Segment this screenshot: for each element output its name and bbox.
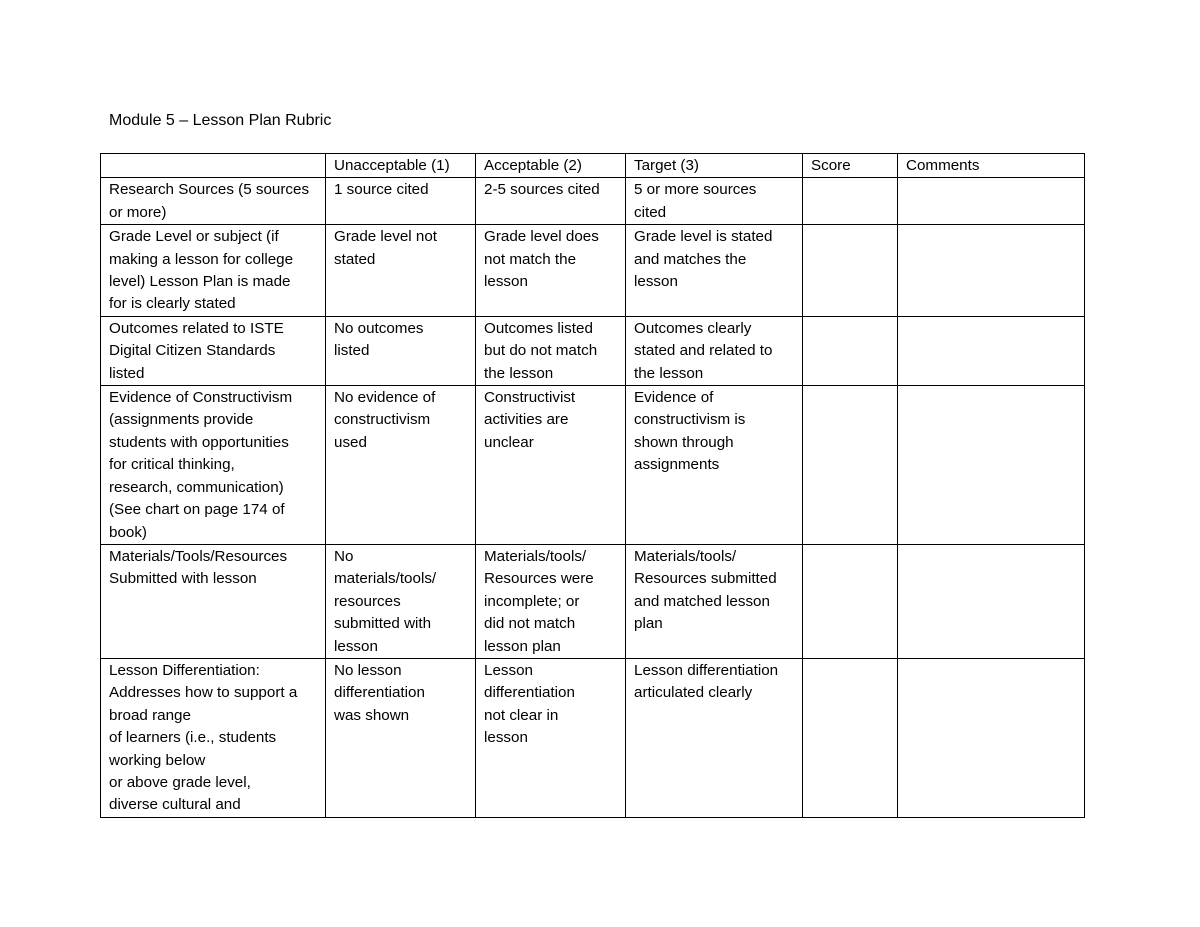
target-cell: Evidence of constructivism is shown through assignments <box>626 386 803 545</box>
header-cell-unacceptable: Unacceptable (1) <box>326 154 476 178</box>
score-cell <box>803 386 898 545</box>
acceptable-cell: Constructivist activities are unclear <box>476 386 626 545</box>
score-cell <box>803 178 898 225</box>
acceptable-cell: Grade level does not match the lesson <box>476 225 626 317</box>
target-cell: Outcomes clearly stated and related to the lesson <box>626 316 803 385</box>
comments-cell <box>898 544 1085 658</box>
header-cell-comments: Comments <box>898 154 1085 178</box>
rubric-table <box>100 153 1085 818</box>
header-cell-criterion <box>101 154 326 178</box>
target-cell: Grade level is stated and matches the lesson <box>626 225 803 317</box>
header-cell-score: Score <box>803 154 898 178</box>
table-row <box>101 386 1085 545</box>
unacceptable-cell: 1 source cited <box>326 178 476 225</box>
acceptable-cell: Lesson differentiation not clear in lesson <box>476 658 626 817</box>
page-title: Module 5 – Lesson Plan Rubric <box>109 112 332 129</box>
header-cell-acceptable: Acceptable (2) <box>476 154 626 178</box>
acceptable-cell: Materials/tools/ Resources were incomplete; or did not match lesson plan <box>476 544 626 658</box>
unacceptable-cell: No materials/tools/ resources submitted with lesson <box>326 544 476 658</box>
criterion-cell: Materials/Tools/Resources Submitted with lesson <box>101 544 326 658</box>
criterion-cell: Grade Level or subject (if making a lesson for college level) Lesson Plan is made for is clearly stated <box>101 225 326 317</box>
score-cell <box>803 544 898 658</box>
score-cell <box>803 225 898 317</box>
comments-cell <box>898 225 1085 317</box>
criterion-cell: Evidence of Constructivism (assignments provide students with opportunities for critical thinking, research, communication) (See chart on page 174 of book) <box>101 386 326 545</box>
unacceptable-cell: Grade level not stated <box>326 225 476 317</box>
table-row <box>101 316 1085 385</box>
acceptable-cell: 2-5 sources cited <box>476 178 626 225</box>
score-cell <box>803 316 898 385</box>
acceptable-cell: Outcomes listed but do not match the lesson <box>476 316 626 385</box>
unacceptable-cell: No evidence of constructivism used <box>326 386 476 545</box>
score-cell <box>803 658 898 817</box>
table-row <box>101 178 1085 225</box>
comments-cell <box>898 658 1085 817</box>
table-row <box>101 544 1085 658</box>
comments-cell <box>898 178 1085 225</box>
comments-cell <box>898 316 1085 385</box>
criterion-cell: Outcomes related to ISTE Digital Citizen Standards listed <box>101 316 326 385</box>
criterion-cell: Research Sources (5 sources or more) <box>101 178 326 225</box>
header-cell-target: Target (3) <box>626 154 803 178</box>
unacceptable-cell: No outcomes listed <box>326 316 476 385</box>
target-cell: Materials/tools/ Resources submitted and matched lesson plan <box>626 544 803 658</box>
table-row <box>101 658 1085 817</box>
comments-cell <box>898 386 1085 545</box>
criterion-cell: Lesson Differentiation: Addresses how to support a broad range of learners (i.e., students working below or above grade level, diverse cultural and <box>101 658 326 817</box>
target-cell: Lesson differentiation articulated clearly <box>626 658 803 817</box>
unacceptable-cell: No lesson differentiation was shown <box>326 658 476 817</box>
target-cell: 5 or more sources cited <box>626 178 803 225</box>
table-row <box>101 225 1085 317</box>
table-header-row <box>101 154 1085 178</box>
